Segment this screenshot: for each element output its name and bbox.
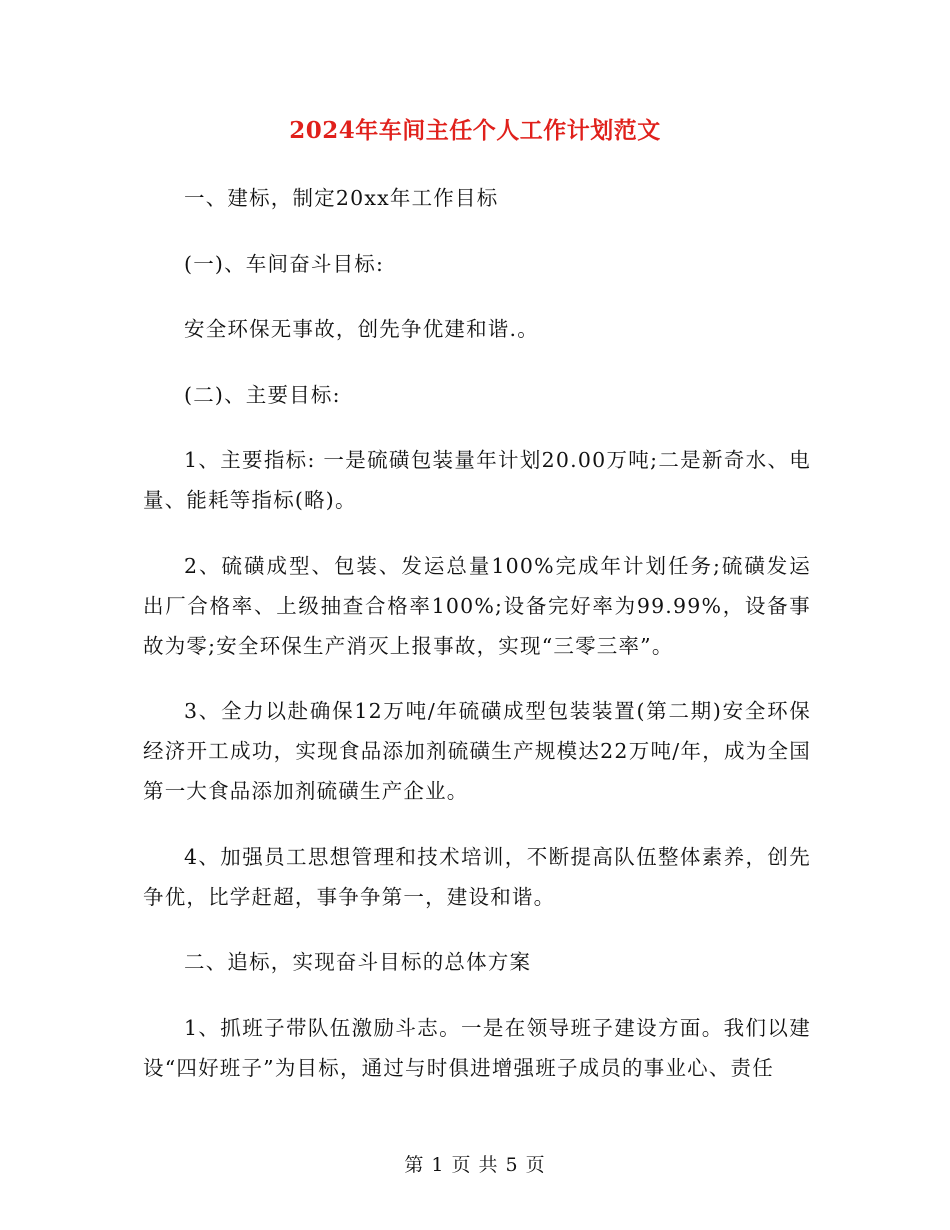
paragraph-goal-4: 4、加强员工思想管理和技术培训，不断提高队伍整体素养，创先争优，比学赶超，事争争第一，建设和谐。 <box>143 844 811 909</box>
heading-section-2: 二、追标，实现奋斗目标的总体方案 <box>184 950 532 974</box>
subheading-workshop-goal: (一)、车间奋斗目标: <box>184 251 385 276</box>
page-footer: 第 1 页 共 5 页 <box>404 1154 546 1176</box>
document-title: 2024年车间主任个人工作计划范文 <box>289 117 661 144</box>
subheading-main-goals: (二)、主要目标: <box>184 382 341 407</box>
paragraph-goal-2: 2、硫磺成型、包装、发运总量100%完成年计划任务;硫磺发运出厂合格率、上级抽查合格率100%;设备完好率为99.99%，设备事故为零;安全环保生产消灭上报事故，实现“三零三率”。 <box>143 553 811 658</box>
paragraph-workshop-goal: 安全环保无事故，创先争优建和谐.。 <box>184 317 539 341</box>
paragraph-goal-3: 3、全力以赴确保12万吨/年硫磺成型包装装置(第二期)安全环保经济开工成功，实现食品添加剂硫磺生产规模达22万吨/年，成为全国第一大食品添加剂硫磺生产企业。 <box>143 699 811 803</box>
document-body <box>143 178 811 1113</box>
paragraph-goal-1: 1、主要指标: 一是硫磺包装量年计划20.00万吨;二是新奇水、电量、能耗等指标(略)。 <box>143 448 811 512</box>
heading-section-1: 一、建标，制定20xx年工作目标 <box>184 186 499 210</box>
paragraph-plan-1: 1、抓班子带队伍激励斗志。一是在领导班子建设方面。我们以建设“四好班子”为目标，通过与时俱进增强班子成员的事业心、责任 <box>143 1015 811 1080</box>
